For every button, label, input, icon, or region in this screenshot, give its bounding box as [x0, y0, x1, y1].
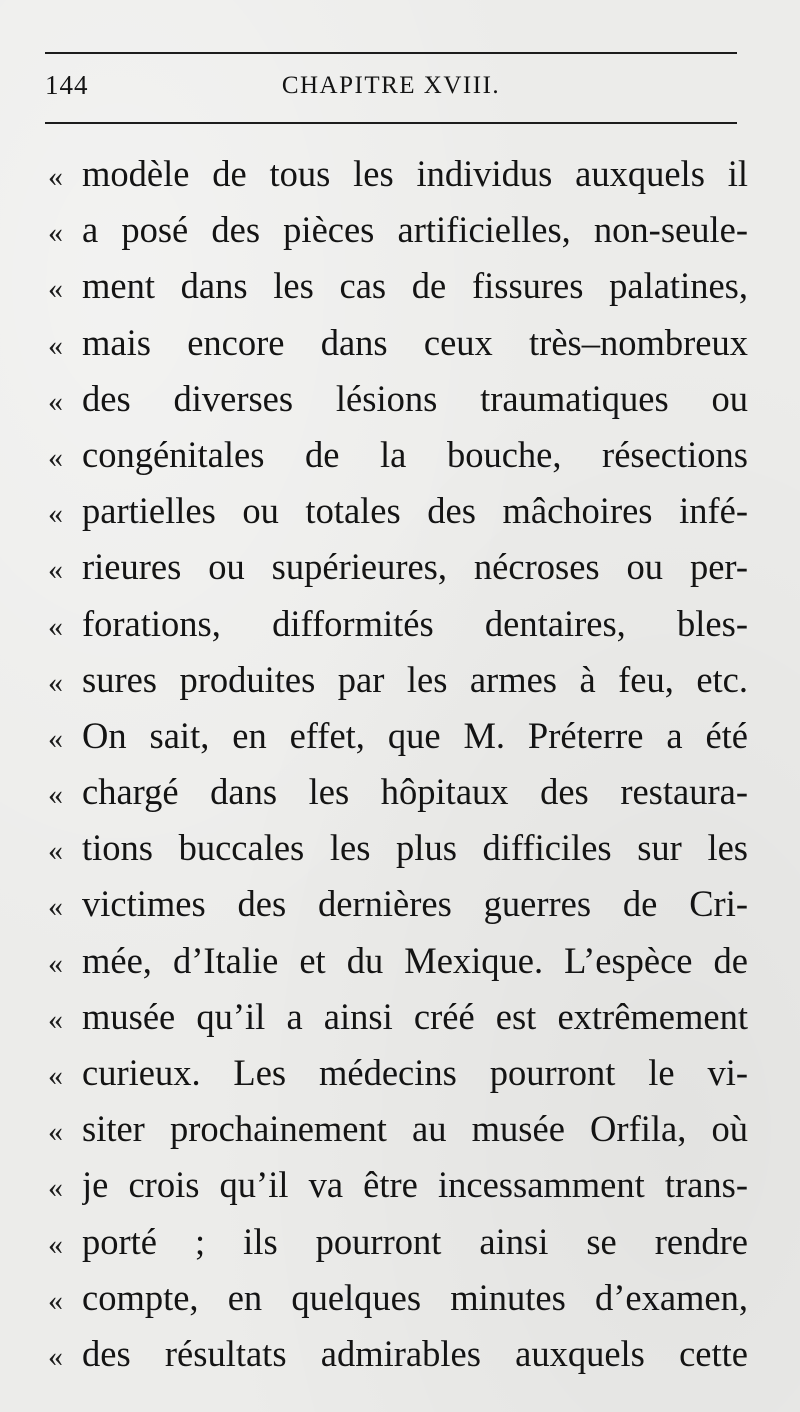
text-line [48, 258, 748, 314]
text-line [48, 1101, 748, 1157]
line-text: On sait, en effet, que M. Préterre a été [82, 714, 748, 756]
text-line [48, 202, 748, 258]
quote-mark: « [48, 553, 63, 587]
body-text [48, 146, 748, 1382]
quote-mark: « [48, 1059, 63, 1092]
text-line [48, 1157, 748, 1213]
line-text: mée, d’Italie et du Mexique. L’espèce de [82, 939, 748, 981]
quote-mark: « [48, 665, 63, 699]
quote-mark: « [48, 890, 63, 924]
quote-mark: « [48, 1227, 63, 1261]
line-text: a posé des pièces artificielles, non-seule- [82, 209, 748, 251]
text-line [48, 539, 748, 595]
quote-mark: « [48, 1339, 63, 1373]
quote-mark: « [48, 1283, 63, 1317]
line-text: chargé dans les hôpitaux des restaura- [82, 771, 748, 813]
line-text: je crois qu’il va être incessamment trans- [82, 1164, 748, 1206]
line-text: musée qu’il a ainsi créé est extrêmement [82, 995, 748, 1037]
text-line [48, 1045, 748, 1101]
running-head: CHAPITRE XVIII. [281, 72, 501, 99]
text-line [48, 708, 748, 764]
quote-mark: « [48, 328, 63, 362]
text-line [48, 989, 748, 1045]
text-line [48, 876, 748, 932]
line-text: partielles ou totales des mâchoires infé- [82, 490, 748, 532]
text-line [48, 820, 748, 876]
line-text: siter prochainement au musée Orfila, où [82, 1108, 748, 1150]
line-text: des diverses lésions traumatiques ou [82, 377, 748, 419]
text-line [48, 371, 748, 427]
line-text: sures produites par les armes à feu, etc. [82, 658, 748, 700]
quote-mark: « [48, 609, 63, 643]
quote-mark: « [48, 440, 63, 474]
page-number: 144 [45, 70, 89, 100]
text-line [48, 315, 748, 371]
text-line [48, 483, 748, 539]
page-header [45, 70, 737, 106]
quote-mark: « [48, 160, 63, 193]
text-line [48, 652, 748, 708]
line-text: mais encore dans ceux très–nombreux [82, 321, 748, 363]
quote-mark: « [48, 1171, 63, 1205]
line-text: curieux. Les médecins pourront le vi- [82, 1052, 748, 1093]
line-text: compte, en quelques minutes d’examen, [82, 1276, 748, 1318]
text-line [48, 764, 748, 820]
quote-mark: « [48, 946, 63, 980]
quote-mark: « [48, 721, 63, 755]
quote-mark: « [48, 216, 63, 250]
quote-mark: « [48, 272, 63, 306]
quote-mark: « [48, 1115, 63, 1149]
text-line [48, 596, 748, 652]
text-line [48, 1270, 748, 1326]
line-text: tions buccales les plus difficiles sur les [82, 827, 748, 869]
line-text: des résultats admirables auxquels cette [82, 1332, 748, 1374]
quote-mark: « [48, 778, 63, 812]
header-rule-bottom [45, 122, 737, 124]
line-text: rieures ou supérieures, nécroses ou per- [82, 546, 748, 588]
line-text: modèle de tous les individus auxquels il [82, 153, 748, 194]
header-rule-top [45, 52, 737, 54]
line-text: victimes des dernières guerres de Cri- [82, 883, 748, 925]
line-text: congénitales de la bouche, résections [82, 433, 748, 475]
text-line [48, 427, 748, 483]
line-text: forations, difformités dentaires, bles- [82, 602, 748, 644]
quote-mark: « [48, 834, 63, 868]
text-line [48, 146, 748, 202]
line-text: ment dans les cas de fissures palatines, [82, 265, 748, 307]
quote-mark: « [48, 384, 63, 418]
text-line [48, 1214, 748, 1270]
line-text: porté ; ils pourront ainsi se rendre [82, 1220, 748, 1262]
quote-mark: « [48, 1002, 63, 1036]
text-line [48, 933, 748, 989]
quote-mark: « [48, 497, 63, 531]
text-line [48, 1326, 748, 1382]
